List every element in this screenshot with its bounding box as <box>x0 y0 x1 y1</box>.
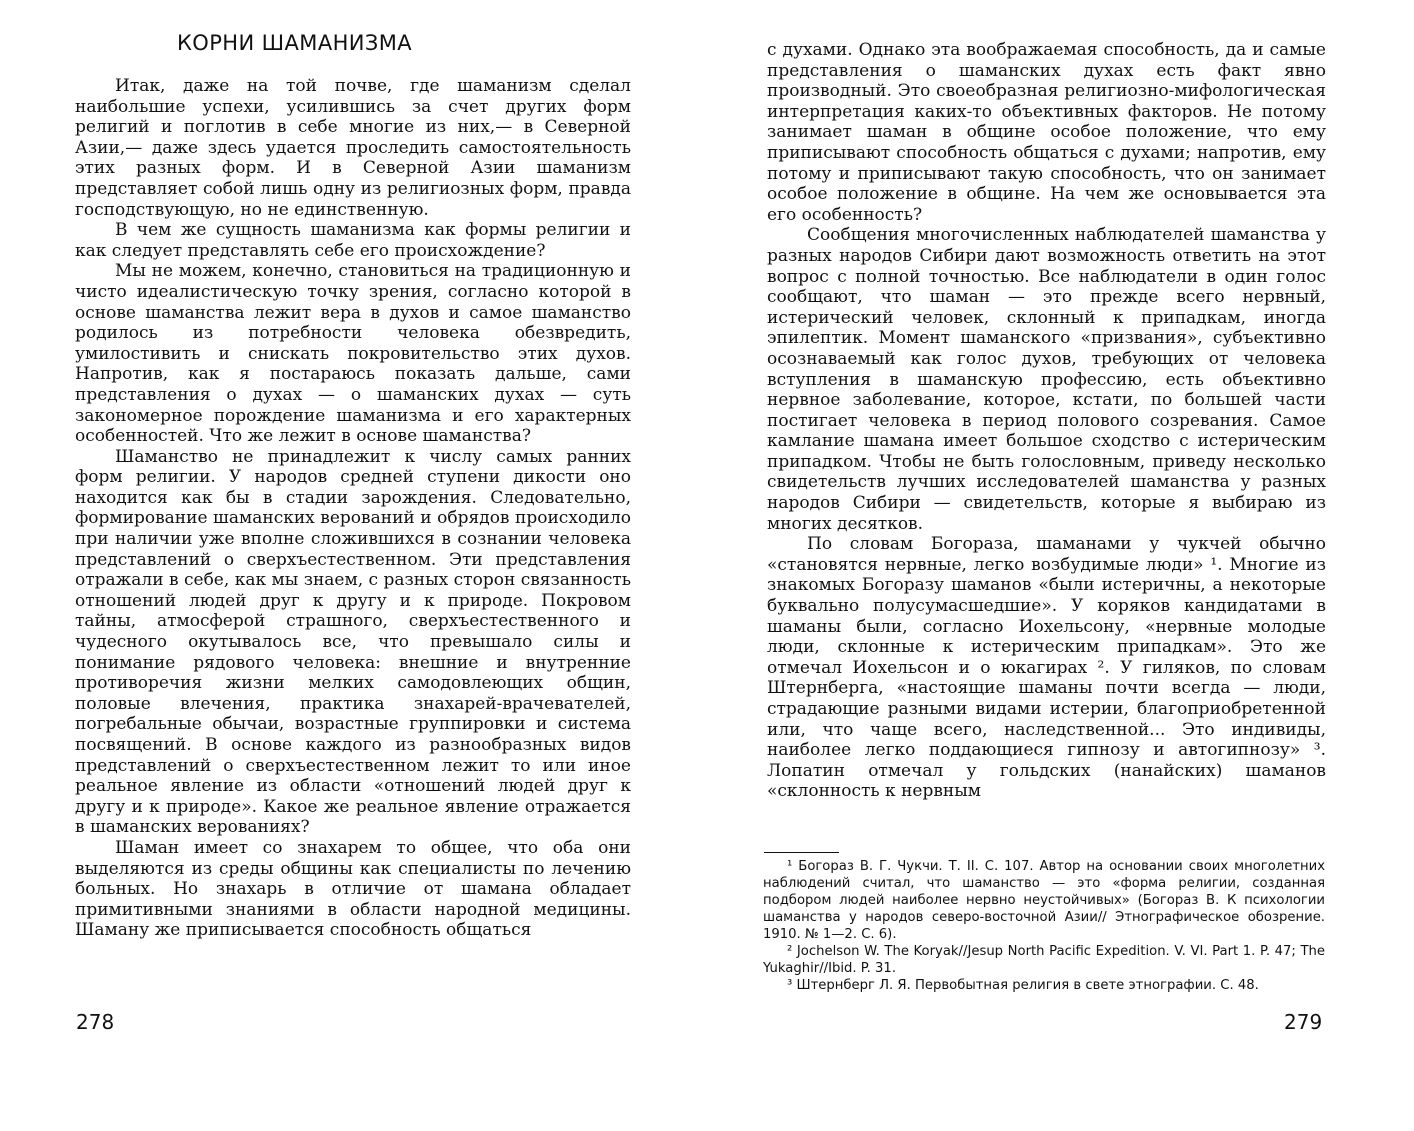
footnotes <box>763 858 1325 994</box>
paragraph: Мы не можем, конечно, становиться на традиционную и чисто идеалистическую точку зрения, согласно которой в основе шаманства лежит вера в духов и самое шаманство родилось из потребности человека обезвредить, умилостивить и снискать покровительство этих духов. Напротив, как я постараюсь показать дальше, сами представления о духах — о шаманских духах — суть закономерное порождение шаманизма и его характерных особенностей. Что же лежит в основе шаманства? <box>75 261 631 447</box>
running-head: КОРНИ ШАМАНИЗМА <box>177 31 413 55</box>
paragraph: Сообщения многочисленных наблюдателей шаманства у разных народов Сибири дают возможность ответить на этот вопрос с полной точностью. Все наблюдатели в один голос сообщают, что шаман — это прежде всего нервный, истерический человек, склонный к припадкам, иногда эпилептик. Момент шаманского «призвания», субъективно осознаваемый как голос духов, требующих от человека вступления в шаманскую профессию, есть объективно нервное заболевание, которое, кстати, по большей части постигает человека в период полового созревания. Самое камлание шамана имеет большое сходство с истерическим припадком. Чтобы не быть голословным, приведу несколько свидетельств лучших исследователей шаманства у разных народов Сибири — свидетельств, которые я выбираю из многих десятков. <box>767 225 1326 534</box>
paragraph: По словам Богораза, шаманами у чукчей обычно «становятся нервные, легко возбудимые люди» ¹. Многие из знакомых Богоразу шаманов «были истеричны, а некоторые буквально полусумасшедшие». У коряков кандидатами в шаманы были, согласно Иохельсону, «нервные молодые люди, склонные к истерическим припадкам». Это же отмечал Иохельсон и о юкагирах ². У гиляков, по словам Штернберга, «настоящие шаманы почти всегда — люди, страдающие разными видами истерии, благоприобретенной или, что чаще всего, наследственной... Это индивиды, наиболее легко поддающиеся гипнозу и автогипнозу» ³. Лопатин отмечал у гольдских (нанайских) шаманов «склонность к нервным <box>767 534 1326 802</box>
footnote: ¹ Богораз В. Г. Чукчи. Т. II. С. 107. Автор на основании своих многолетних наблюдений считал, что шаманство — это «форма религии, созданная подбором людей наиболее нервно неустойчивых» (Богораз В. К психологии шаманства у народов северо-восточной Азии// Этнографическое обозрение. 1910. № 1—2. С. 6). <box>763 859 1325 942</box>
left-page-text <box>75 76 631 941</box>
paragraph: Шаман имеет со знахарем то общее, что оба они выделяются из среды общины как специалисты по лечению больных. Но знахарь в отличие от шамана обладает примитивными знаниями в области народной медицины. Шаману же приписывается способность общаться <box>75 837 631 941</box>
paragraph: Шаманство не принадлежит к числу самых ранних форм религии. У народов средней ступени дикости оно находится как бы в стадии зарождения. Следовательно, формирование шаманских верований и обрядов происходило при наличии уже вполне сложившихся в сознании человека представлений о сверхъестественном. Эти представления отражали в себе, как мы знаем, с разных сторон связанность отношений людей друг к другу и к природе. Покровом тайны, атмосферой страшного, сверхъестественного и чудесного окутывалось все, что превышало силы и понимание рядового человека: внешние и внутренние противоречия жизни мелких самодовлеющих общин, половые влечения, практика знахарей-врачевателей, погребальные обычаи, возрастные группировки и система посвящений. В основе каждого из разнообразных видов представлений о сверхъестественном лежит то или иное реальное явление из области «отношений людей друг к другу и к природе». Какое же реальное явление отражается в шаманских верованиях? <box>75 446 631 838</box>
page-number: 278 <box>76 1010 115 1034</box>
page-number: 279 <box>1284 1010 1323 1034</box>
right-page-text <box>767 40 1326 802</box>
footnote-divider <box>764 852 839 853</box>
right-page <box>707 0 1414 1131</box>
footnote: ² Jochelson W. The Koryak//Jesup North Pacific Expedition. V. VI. Part 1. P. 47; The Yukaghir//Ibid. P. 31. <box>763 944 1325 976</box>
paragraph: Итак, даже на той почве, где шаманизм сделал наибольшие успехи, усилившись за счет других форм религий и поглотив в себе многие из них,— в Северной Азии,— даже здесь удается проследить самостоятельность этих разных форм. И в Северной Азии шаманизм представляет собой лишь одну из религиозных форм, правда господствующую, но не единственную. <box>75 76 631 220</box>
footnote: ³ Штернберг Л. Я. Первобытная религия в свете этнографии. С. 48. <box>787 978 1259 993</box>
paragraph: В чем же сущность шаманизма как формы религии и как следует представлять себе его происхождение? <box>75 220 631 261</box>
paragraph: с духами. Однако эта воображаемая способность, да и самые представления о шаманских духах есть факт явно производный. Это своеобразная религиозно-мифологическая интерпретация каких-то объективных факторов. Не потому занимает шаман в общине особое положение, что ему приписывают способность общаться с духами; напротив, ему потому и приписывают такую способность, что он занимает особое положение в общине. На чем же основывается эта его особенность? <box>767 40 1326 225</box>
